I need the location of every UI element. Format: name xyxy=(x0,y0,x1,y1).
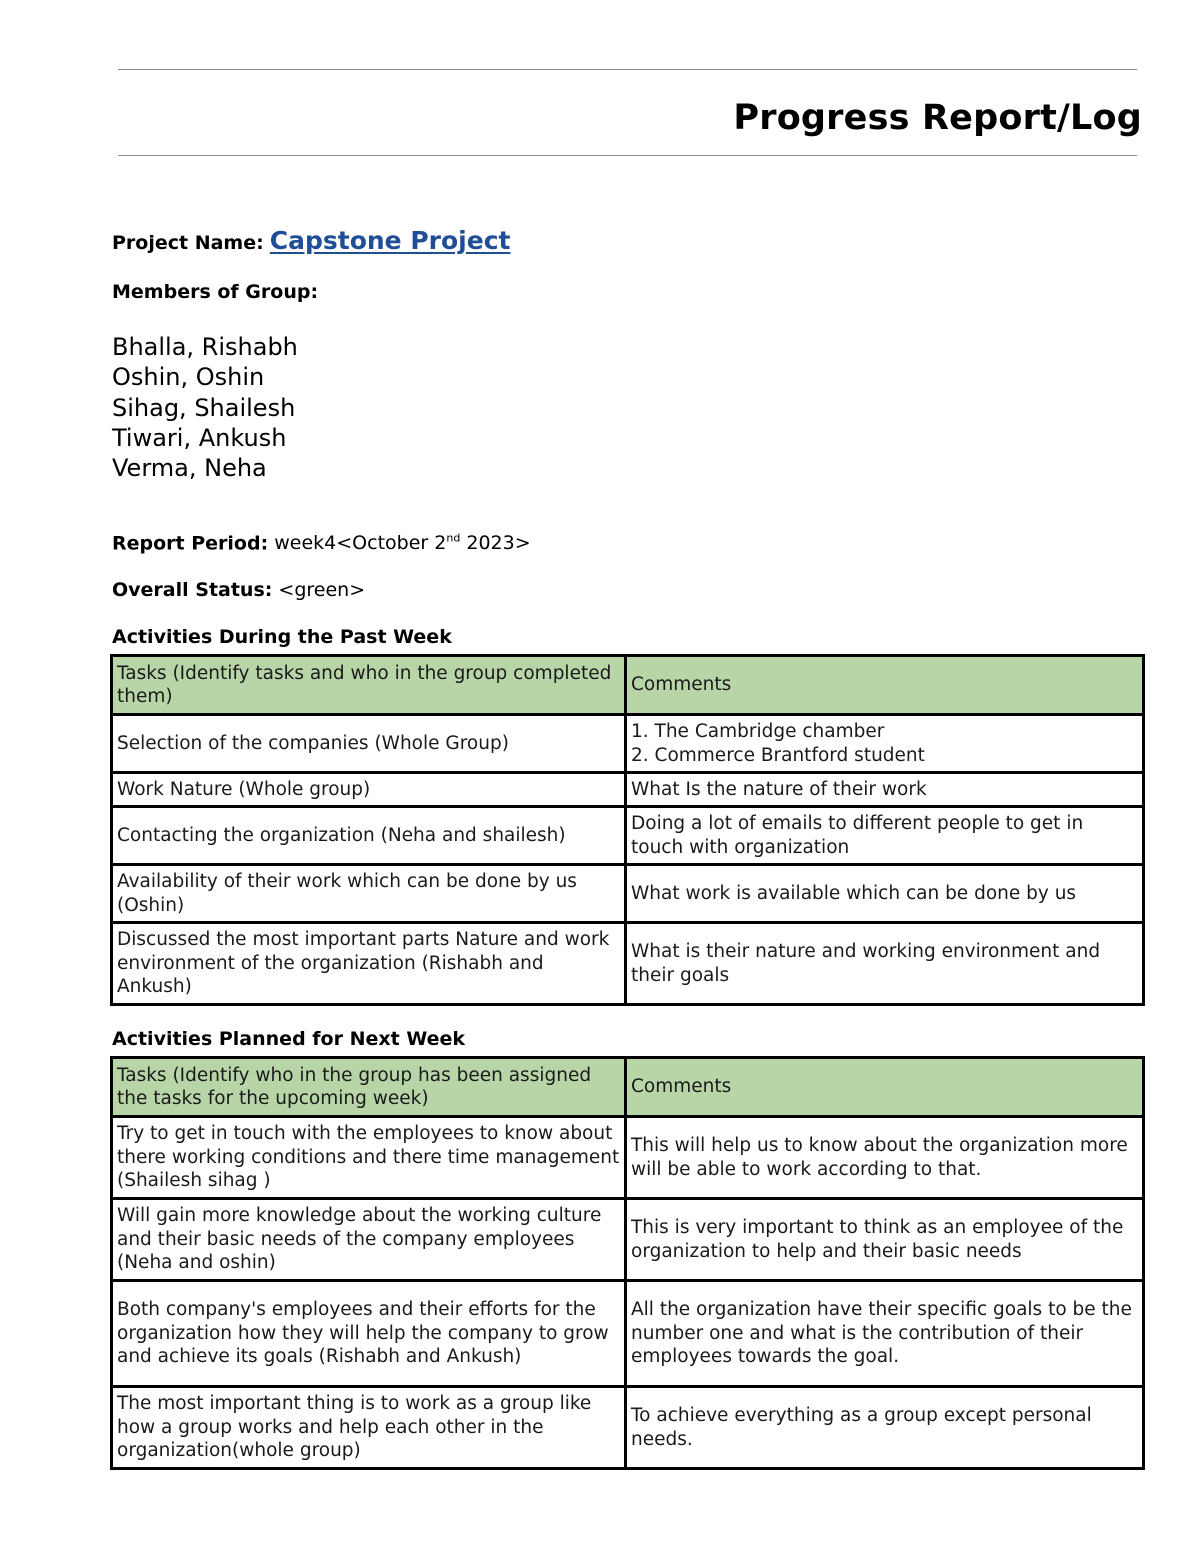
comment-cell: What Is the nature of their work xyxy=(626,773,1144,807)
comment-line: 2. Commerce Brantford student xyxy=(631,744,925,766)
project-name-label: Project Name: xyxy=(112,232,264,254)
table-row xyxy=(112,1387,1144,1469)
next-week-table xyxy=(110,1056,1145,1470)
header-bottom-rule xyxy=(118,155,1137,156)
task-cell: Both company's employees and their efforts for the organization how they will help the company to grow and achieve its goals (Rishabh and Ankush) xyxy=(112,1281,626,1387)
task-cell: Discussed the most important parts Nature and work environment of the organization (Rishabh and Ankush) xyxy=(112,923,626,1005)
table-row xyxy=(112,1199,1144,1281)
report-period-value: week4<October 2nd 2023> xyxy=(274,532,531,555)
task-cell: Contacting the organization (Neha and shailesh) xyxy=(112,807,626,865)
report-period-label: Report Period: xyxy=(112,532,269,555)
report-period-field xyxy=(112,532,531,554)
project-name-field xyxy=(112,226,510,255)
project-name-link[interactable]: Capstone Project xyxy=(269,226,511,255)
task-cell: Work Nature (Whole group) xyxy=(112,773,626,807)
comment-cell: This is very important to think as an employee of the organization to help and their basic needs xyxy=(626,1199,1144,1281)
table-row xyxy=(112,865,1144,923)
member-name: Bhalla, Rishabh xyxy=(112,333,298,361)
members-field xyxy=(112,281,318,303)
member-name: Tiwari, Ankush xyxy=(112,423,287,452)
table-row xyxy=(112,715,1144,773)
task-cell: Will gain more knowledge about the working culture and their basic needs of the company employees (Neha and oshin) xyxy=(112,1199,626,1281)
task-cell: Try to get in touch with the employees to know about there working conditions and there time management (Shailesh sihag ) xyxy=(112,1117,626,1199)
comment-cell: All the organization have their specific goals to be the number one and what is the contribution of their employees towards the goal. xyxy=(626,1281,1144,1387)
comment-line: 1. The Cambridge chamber xyxy=(631,721,885,742)
header-top-rule xyxy=(118,69,1137,70)
overall-status-label: Overall Status: xyxy=(112,579,273,601)
member-name: Sihag, Shailesh xyxy=(112,393,296,422)
comment-cell: Doing a lot of emails to different people to get in touch with organization xyxy=(626,807,1144,865)
comment-column-header: Comments xyxy=(626,1058,1144,1117)
task-cell: Availability of their work which can be done by us (Oshin) xyxy=(112,865,626,923)
comment-cell xyxy=(626,715,1144,773)
table-row xyxy=(112,807,1144,865)
next-week-heading: Activities Planned for Next Week xyxy=(112,1028,466,1050)
task-cell: Selection of the companies (Whole Group) xyxy=(112,715,626,773)
member-name: Verma, Neha xyxy=(112,454,267,483)
task-column-header: Tasks (Identify who in the group has been assigned the tasks for the upcoming week) xyxy=(112,1058,626,1117)
members-label: Members of Group: xyxy=(112,281,319,303)
comment-cell: To achieve everything as a group except personal needs. xyxy=(626,1387,1144,1469)
comment-cell: This will help us to know about the organization more will be able to work according to that. xyxy=(626,1117,1144,1199)
table-row xyxy=(112,1117,1144,1199)
past-week-table xyxy=(110,654,1145,1006)
table-row xyxy=(112,1281,1144,1387)
table-header-row xyxy=(112,656,1144,715)
overall-status-field xyxy=(112,579,365,601)
overall-status-value: <green> xyxy=(278,579,366,601)
past-week-heading: Activities During the Past Week xyxy=(112,626,452,648)
document-title: Progress Report/Log xyxy=(733,98,1142,138)
members-list xyxy=(112,332,298,483)
table-row xyxy=(112,923,1144,1005)
table-header-row xyxy=(112,1058,1144,1117)
task-column-header: Tasks (Identify tasks and who in the group completed them) xyxy=(112,656,626,715)
member-name: Oshin, Oshin xyxy=(112,363,265,392)
comment-cell: What work is available which can be done by us xyxy=(626,865,1144,923)
task-cell: The most important thing is to work as a group like how a group works and help each other in the organization(whole group) xyxy=(112,1387,626,1469)
comment-cell: What is their nature and working environment and their goals xyxy=(626,923,1144,1005)
comment-column-header: Comments xyxy=(626,656,1144,715)
table-row xyxy=(112,773,1144,807)
